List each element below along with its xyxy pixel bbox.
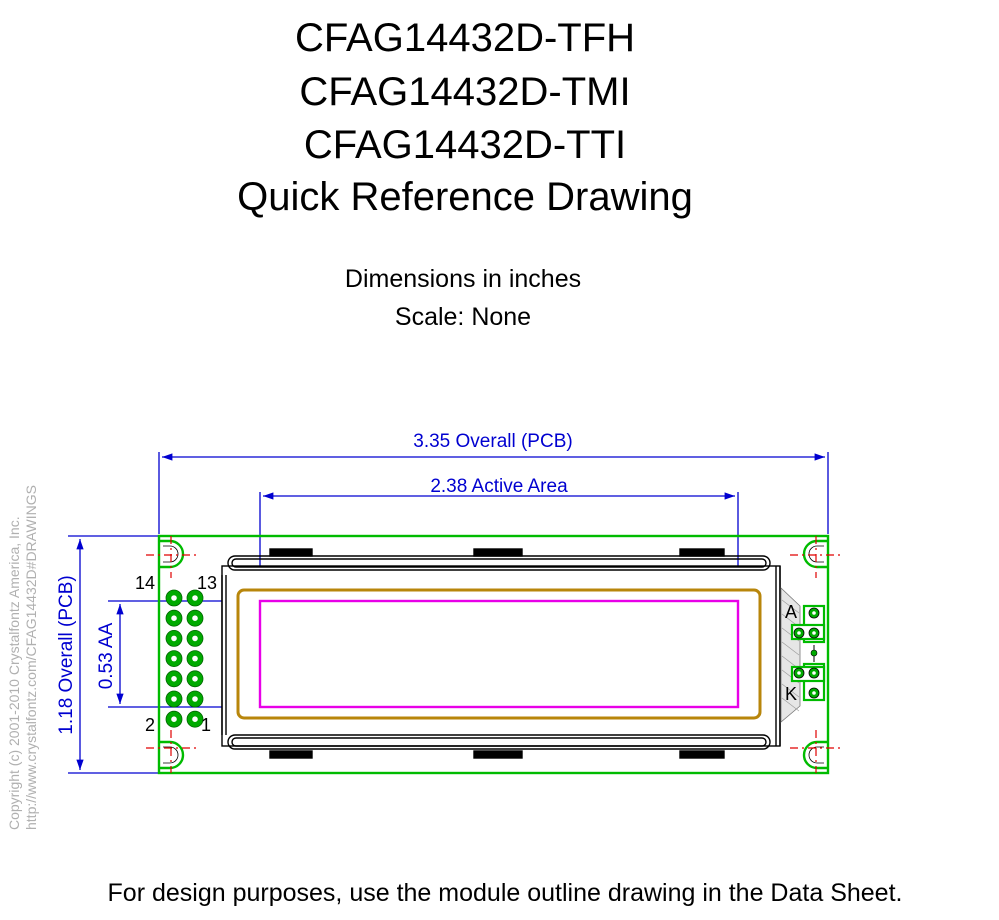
connector-pin-hole [192,595,198,601]
copyright-url: http://www.crystalfontz.com/CFAG14432D#DRAWINGS [23,485,39,830]
connector-pin-hole [171,636,177,642]
cathode-label: K [785,684,798,704]
active-height-label: 0.53 AA [96,622,117,690]
connector-pin-hole [192,676,198,682]
pin-14-label: 14 [135,573,156,593]
connector-pin-hole [171,676,177,682]
connector-pin-hole [171,716,177,722]
connector-pin-hole [192,615,198,621]
pin-1-label: 1 [201,715,212,735]
connector-pin-hole [192,696,198,702]
connector-pin-hole [171,696,177,702]
units-note: Dimensions in inches [344,265,582,293]
copyright-line: Copyright (c) 2001-2010 Crystalfontz America, Inc. [6,516,22,830]
scale-note: Scale: None [394,303,532,331]
pin-13-label: 13 [197,573,218,593]
part-number-3: CFAG14432D-TTI [303,123,627,167]
bezel [222,549,780,758]
pin-2-label: 2 [145,715,156,735]
part-number-2: CFAG14432D-TMI [299,70,631,114]
anode-label: A [785,602,798,622]
drawing-title: Quick Reference Drawing [237,175,693,219]
active-width-label: 2.38 Active Area [430,476,568,497]
connector-pin-hole [171,595,177,601]
overall-width-label: 3.35 Overall (PCB) [413,431,573,452]
overall-height-label: 1.18 Overall (PCB) [56,575,77,735]
connector-pin-hole [192,656,198,662]
connector-pin-hole [192,716,198,722]
design-note: For design purposes, use the module outline drawing in the Data Sheet. [107,879,903,907]
connector-pin-hole [192,636,198,642]
connector-pin-hole [171,615,177,621]
part-number-1: CFAG14432D-TFH [294,16,636,60]
connector-pin-hole [171,656,177,662]
